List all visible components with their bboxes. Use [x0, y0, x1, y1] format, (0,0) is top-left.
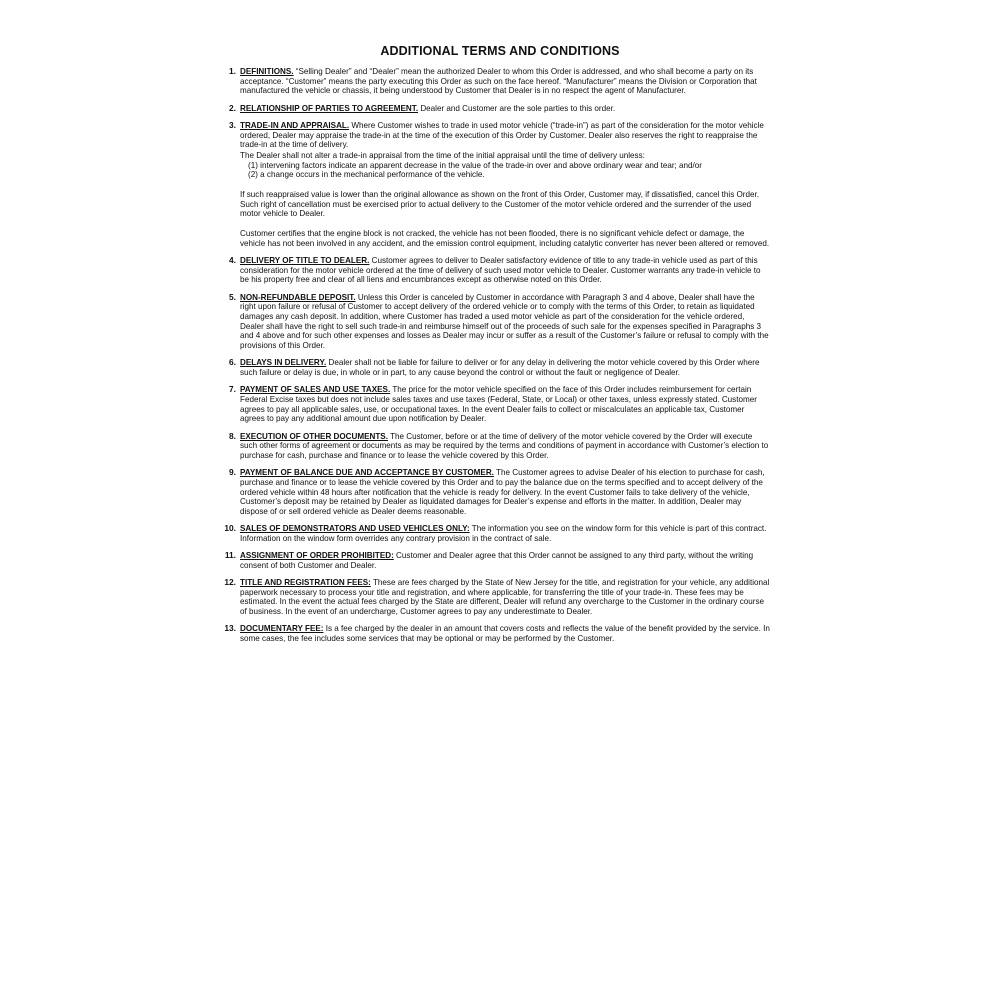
term-non-refundable-deposit: [222, 293, 770, 351]
term-number: 13.: [224, 623, 236, 634]
term-trade-in-and-appraisal: [222, 121, 770, 249]
term-delays-in-delivery: [222, 358, 770, 377]
term-heading: EXECUTION OF OTHER DOCUMENTS.: [240, 431, 388, 441]
term-number: 11.: [224, 550, 236, 561]
term-heading: PAYMENT OF BALANCE DUE AND ACCEPTANCE BY CUSTOMER.: [240, 468, 494, 478]
term-number: 7.: [229, 384, 236, 395]
term-text: “Selling Dealer” and “Dealer” mean the authorized Dealer to whom this Order is addressed, and who shall become a party on its acceptance. “Customer” means the party executing this Order as such on the face hereof. “Manufacturer” means the Division or Corporation that manufactured the vehicle or chassis, it being understood by Customer that Dealer is in no respect the agent of Manufacturer.: [240, 67, 757, 96]
term-text: Where Customer wishes to trade in used motor vehicle (“trade-in”) as part of the consideration for the motor vehicle ordered, Dealer may appraise the trade-in at the time of the execution of this Order by Customer. Dealer also reserves the right to reappraise the trade-in at the time of delivery.: [240, 120, 764, 150]
term-heading: NON-REFUNDABLE DEPOSIT.: [240, 292, 356, 302]
term-documentary-fee: [222, 624, 770, 643]
term-heading: TRADE-IN AND APPRAISAL.: [240, 120, 350, 130]
term-heading: RELATIONSHIP OF PARTIES TO AGREEMENT.: [240, 103, 419, 113]
term-text: Is a fee charged by the dealer in an amount that covers costs and reflects the value of the benefit provided by the service. In some cases, the fee includes some services that may be optional or may be performed by the Customer.: [240, 624, 770, 644]
term-text: The Customer agrees to advise Dealer of his election to purchase for cash, purchase and finance or to lease the vehicle covered by this Order and to pay the balance due on the terms specified and to accept delivery of the ordered vehicle within 48 hours after notification that the vehicle is ready for delivery. In the event Customer fails to take delivery of the vehicle, Customer’s deposit may be retained by Dealer as liquidated damages for Dealer’s expense and efforts in the matter. In addition, Dealer may dispose of or sell ordered vehicle as Dealer deems reasonable.: [240, 468, 765, 517]
term-text: Customer and Dealer agree that this Order cannot be assigned to any third party, without the writing consent of both Customer and Dealer.: [240, 551, 754, 570]
term-text: Customer agrees to deliver to Dealer satisfactory evidence of title to any trade-in vehicle used as part of this consideration for the motor vehicle ordered at the time of delivery of such used motor vehicle to Dealer. Customer warrants any trade-in vehicle to be his property free and clear of all liens and encumbrances except as otherwise noted on this Order.: [240, 256, 761, 285]
term-number: 1.: [229, 66, 236, 76]
term-text: Unless this Order is canceled by Customer in accordance with Paragraph 3 and 4 above, Dealer shall have the right upon failure or refusal of Customer to accept delivery of the ordered vehicle or to comply with the terms of this Order, to retain as liquidated damages any cash deposit. In addition, where Customer has traded a used motor vehicle as part of the consideration for the vehicle ordered, Dealer shall have the right to sell such trade-in and reimburse himself out of the proceeds of such sale for the expenses specified in Paragraphs 3 and 4 above and for such other expenses and losses as Dealer may incur or suffer as a result of the Customer’s failure or refusal to comply with the provisions of this Order.: [240, 292, 769, 351]
term-list-item: (2) a change occurs in the mechanical performance of the vehicle.: [248, 170, 485, 180]
term-definitions: [222, 67, 770, 96]
term-paragraph: Customer certifies that the engine block is not cracked, the vehicle has not been flooded, there is no significant vehicle defect or damage, the vehicle has not been involved in any accident, and the emission control equipment, including catalytic converter has never been altered or removed.: [240, 229, 770, 248]
terms-list: [222, 67, 770, 651]
term-sales-and-use-taxes: [222, 385, 770, 424]
term-text: Dealer and Customer are the sole parties to this order.: [420, 103, 616, 113]
term-number: 9.: [229, 467, 236, 478]
term-execution-of-other-documents: [222, 432, 770, 461]
term-heading: SALES OF DEMONSTRATORS AND USED VEHICLES ONLY:: [240, 524, 470, 534]
term-number: 4.: [229, 255, 236, 266]
term-paragraph: The Dealer shall not alter a trade-in appraisal from the time of the initial appraisal until the time of delivery unless:: [240, 150, 645, 160]
term-number: 6.: [229, 357, 236, 368]
term-title-and-registration-fees: [222, 578, 770, 617]
term-text: The information you see on the window form for this vehicle is part of this contract. Information on the window form overrides any contrary provision in the contract of sale.: [240, 524, 767, 543]
term-demonstrators-and-used-vehicles: [222, 524, 770, 543]
term-number: 3.: [229, 119, 236, 130]
term-text: These are fees charged by the State of New Jersey for the title, and registration for your vehicle, any additional paperwork necessary to process your title and registration, and where applicable, for transferring the title of your trade-in. These fees may be estimated. In the event the actual fees charged by the State are different, Dealer will refund any overcharge to the Customer in the ordinary course of business. In the event of an undercharge, Customer agrees to pay any underestimate to Dealer.: [240, 578, 770, 617]
term-assignment-prohibited: [222, 551, 770, 570]
term-paragraph: If such reappraised value is lower than the original allowance as shown on the front of this Order, Customer may, if dissatisfied, cancel this Order. Such right of cancellation must be exercised prior to actual delivery to the Customer of the motor vehicle ordered and the surrender of the used motor vehicle to Dealer.: [240, 190, 760, 219]
term-heading: PAYMENT OF SALES AND USE TAXES.: [240, 385, 391, 395]
term-heading: DOCUMENTARY FEE:: [240, 624, 324, 634]
term-heading: DEFINITIONS.: [240, 67, 294, 76]
term-payment-of-balance-due: [222, 468, 770, 517]
term-text: The price for the motor vehicle specified on the face of this Order includes reimbursement for certain Federal Excise taxes but does not include sales taxes and use taxes (Federal, State, or Local) or other taxes, unless expressly stated. Customer agrees to pay all applicable sales, use, or occupational taxes. In the event Dealer fails to collect or miscalculates an applicable tax, Customer agrees to pay any additional amount due upon notification by Dealer.: [240, 385, 757, 424]
term-heading: DELIVERY OF TITLE TO DEALER.: [240, 256, 370, 266]
term-heading: DELAYS IN DELIVERY.: [240, 358, 327, 368]
term-list-item: (1) intervening factors indicate an apparent decrease in the value of the trade-in over and above ordinary wear and tear; and/or: [248, 160, 702, 170]
term-heading: ASSIGNMENT OF ORDER PROHIBITED:: [240, 551, 394, 561]
term-number: 10.: [224, 523, 236, 534]
term-text: The Customer, before or at the time of delivery of the motor vehicle covered by the Order will execute such other forms of agreement or documents as may be required by the terms and conditions of payment in accordance with Customer’s election to purchase for cash, purchase and finance or to lease the vehicle covered by this Order.: [240, 431, 769, 460]
term-delivery-of-title: [222, 256, 770, 285]
term-relationship-of-parties: [222, 104, 770, 114]
term-text: Dealer shall not be liable for failure to deliver or for any delay in delivering the motor vehicle covered by this Order where such failure or delay is due, in whole or in part, to any cause beyond the control or without the fault or negligence of Dealer.: [240, 358, 760, 378]
term-number: 2.: [229, 102, 236, 113]
term-number: 12.: [224, 577, 236, 588]
term-number: 8.: [229, 430, 236, 441]
term-heading: TITLE AND REGISTRATION FEES:: [240, 578, 371, 588]
term-number: 5.: [229, 291, 236, 302]
document-title: ADDITIONAL TERMS AND CONDITIONS: [380, 44, 620, 58]
